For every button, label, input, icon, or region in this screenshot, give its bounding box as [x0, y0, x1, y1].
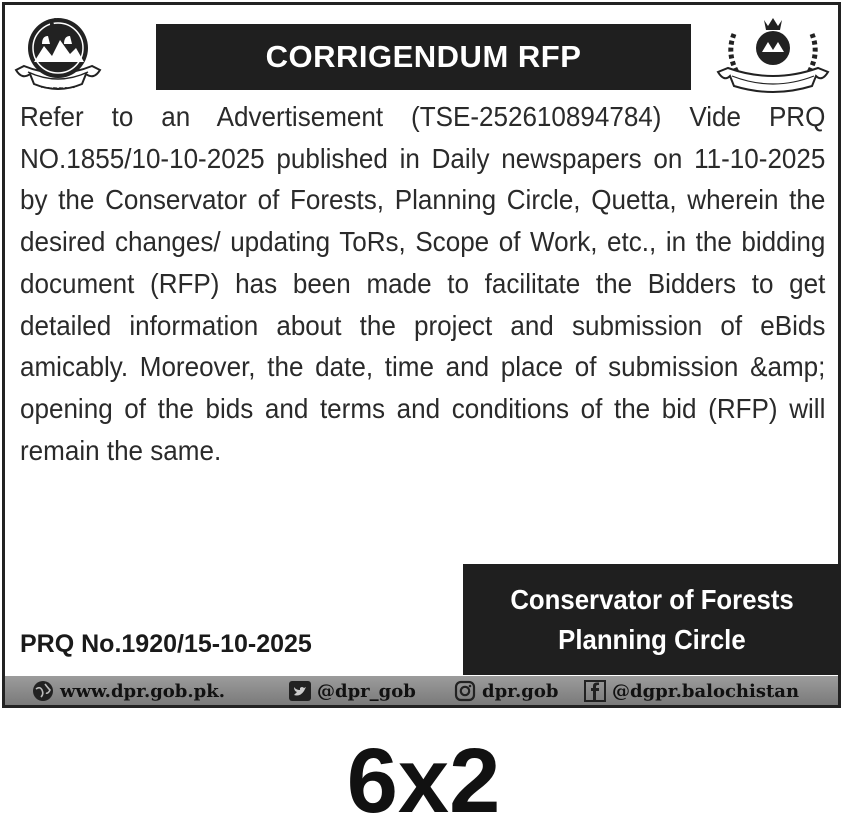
globe-icon: [31, 680, 55, 702]
corrigendum-title: CORRIGENDUM RFP: [156, 24, 691, 90]
twitter-item: [288, 680, 416, 702]
signatory-circle: Planning Circle: [558, 623, 746, 655]
instagram-icon: [453, 680, 477, 702]
dgpr-emblem-logo: [714, 14, 832, 96]
twitter-icon: [288, 680, 312, 702]
instagram-item: [453, 680, 558, 702]
signatory-title: Conservator of Forests: [510, 583, 794, 615]
website-link[interactable]: www.dpr.gob.pk.: [60, 680, 225, 702]
ad-size-label: 6x2: [346, 730, 501, 832]
twitter-handle[interactable]: @dpr_gob: [317, 680, 416, 702]
facebook-icon: [583, 680, 607, 702]
signatory-block: [463, 564, 841, 675]
facebook-handle[interactable]: @dgpr.balochistan: [612, 680, 800, 702]
facebook-item: [583, 680, 799, 702]
svg-text:~~~~~~: ~~~~~~: [40, 84, 76, 92]
body-paragraph: Refer to an Advertisement (TSE-252610894784) Vide PRQ NO.1855/10-10-2025 published in Daily newspapers on 11-10-2025 by the Conservator of Forests, Planning Circle, Quetta, wherein the desired changes/ updating ToRs, Scope of Work, etc., in the bidding document (RFP) has been made to facilitate the Bidders to get detailed information about the project and submission of eBids amicably. Moreover, the date, time and place of submission &amp; opening of the bids and terms and conditions of the bid (RFP) will remain the same.: [20, 101, 826, 466]
contact-footer: [2, 676, 841, 708]
balochistan-emblem-logo: [12, 10, 104, 94]
prq-number: PRQ No.1920/15-10-2025: [20, 630, 312, 658]
website-item: [31, 680, 225, 702]
instagram-handle[interactable]: dpr.gob: [482, 680, 559, 702]
